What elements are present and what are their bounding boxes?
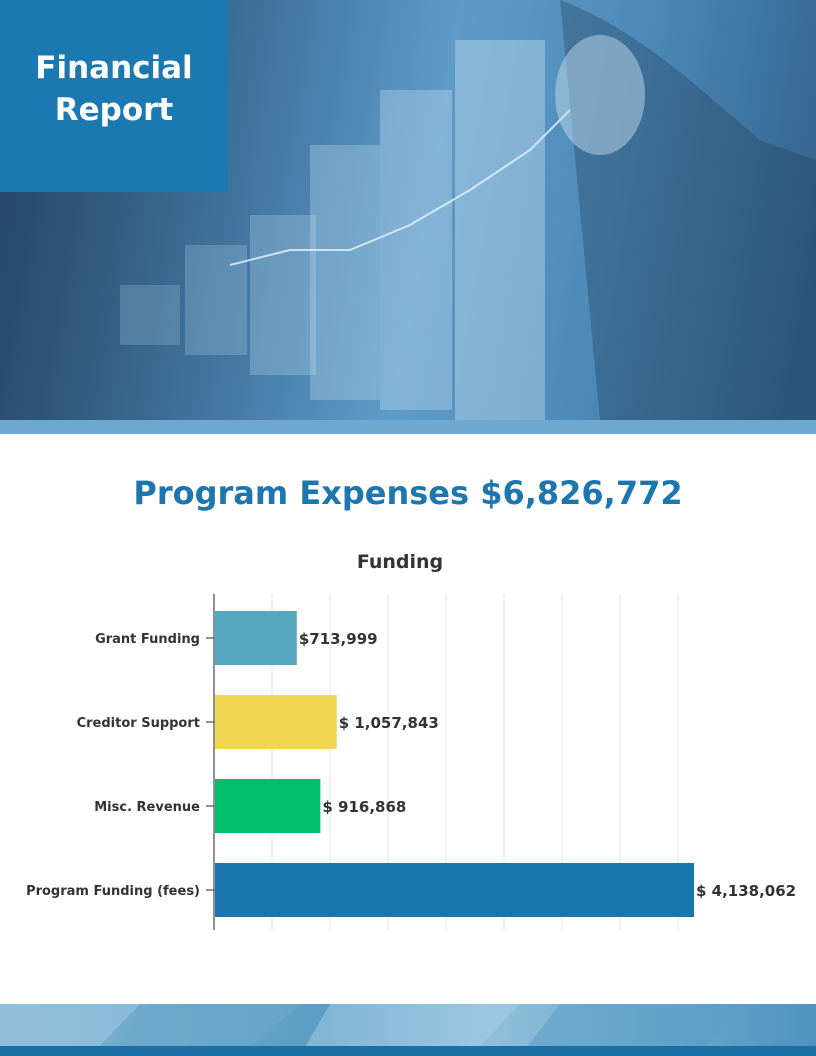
hero-divider-band bbox=[0, 420, 816, 434]
category-label: Misc. Revenue bbox=[94, 800, 200, 815]
bar-grant-funding bbox=[215, 611, 297, 665]
bar-value-label: $ 1,057,843 bbox=[338, 714, 439, 732]
page-headline: Program Expenses $6,826,772 bbox=[133, 474, 683, 512]
chart-title: Funding bbox=[356, 551, 444, 573]
hero-cube bbox=[310, 145, 380, 400]
bar-value-label: $ 916,868 bbox=[322, 798, 407, 816]
hero-cube bbox=[380, 90, 452, 410]
bar-misc-revenue bbox=[215, 779, 320, 833]
hero-cube bbox=[185, 245, 247, 355]
footer-strip bbox=[0, 1046, 816, 1056]
funding-chart bbox=[0, 540, 816, 940]
category-label: Creditor Support bbox=[76, 716, 200, 731]
bar-value-label: $713,999 bbox=[298, 630, 378, 648]
hero-cube bbox=[120, 285, 180, 345]
bar-value-label: $ 4,138,062 bbox=[696, 882, 797, 900]
report-title-line1: Financial bbox=[35, 50, 193, 86]
hero-banner bbox=[0, 0, 816, 420]
hero-cube bbox=[455, 40, 545, 420]
hero-hand-shape bbox=[555, 35, 645, 155]
hero-cube bbox=[250, 215, 316, 375]
chart-bars bbox=[26, 611, 796, 917]
report-title-line2: Report bbox=[54, 92, 174, 128]
category-label: Grant Funding bbox=[95, 632, 200, 647]
footer-banner bbox=[0, 1004, 816, 1056]
bar-creditor-support bbox=[215, 695, 337, 749]
bar-program-funding-fees bbox=[215, 863, 694, 917]
category-label: Program Funding (fees) bbox=[26, 884, 200, 899]
report-title-box bbox=[0, 0, 228, 192]
